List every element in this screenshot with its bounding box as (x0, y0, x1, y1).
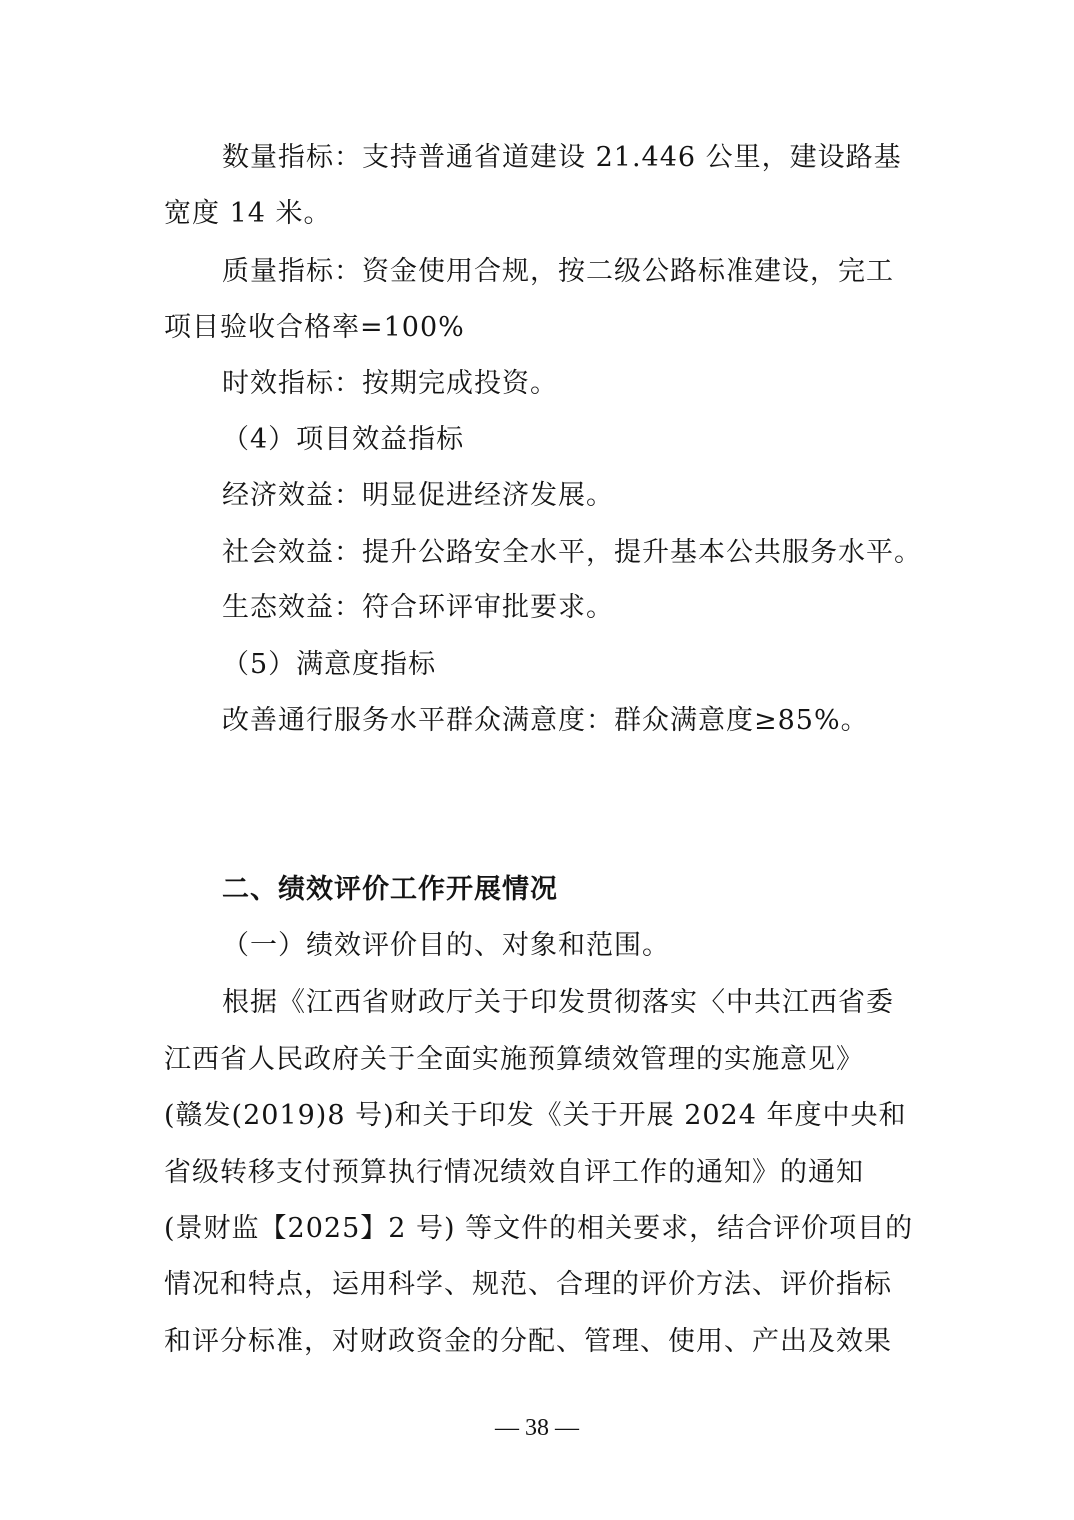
subsection-heading-purpose: （一）绩效评价目的、对象和范围。 (222, 930, 670, 961)
paragraph-line-1: 根据《江西省财政厅关于印发贯彻落实〈中共江西省委 (222, 987, 894, 1018)
quality-indicator-line-2: 项目验收合格率=100% (164, 312, 465, 343)
timeliness-indicator: 时效指标：按期完成投资。 (222, 368, 558, 399)
paragraph-line-4: 省级转移支付预算执行情况绩效自评工作的通知》的通知 (164, 1157, 864, 1188)
economic-benefit: 经济效益：明显促进经济发展。 (222, 480, 614, 511)
quantity-indicator-line-2: 宽度 14 米。 (164, 198, 332, 229)
social-benefit: 社会效益：提升公路安全水平，提升基本公共服务水平。 (222, 537, 922, 568)
paragraph-line-7: 和评分标准，对财政资金的分配、管理、使用、产出及效果 (164, 1326, 892, 1357)
section-heading-satisfaction-indicators: （5）满意度指标 (222, 649, 437, 680)
quality-indicator-line-1: 质量指标：资金使用合规，按二级公路标准建设，完工 (222, 256, 894, 287)
page-number: — 38 — (495, 1415, 579, 1441)
section-heading-benefit-indicators: （4）项目效益指标 (222, 424, 465, 455)
satisfaction-indicator: 改善通行服务水平群众满意度：群众满意度≥85%。 (222, 705, 869, 736)
paragraph-line-5: (景财监【2025】2 号) 等文件的相关要求，结合评价项目的 (164, 1213, 914, 1244)
paragraph-line-3: (赣发(2019)8 号)和关于印发《关于开展 2024 年度中央和 (164, 1100, 907, 1131)
chapter-heading-evaluation: 二、绩效评价工作开展情况 (222, 874, 558, 905)
paragraph-line-2: 江西省人民政府关于全面实施预算绩效管理的实施意见》 (164, 1044, 864, 1075)
ecological-benefit: 生态效益：符合环评审批要求。 (222, 592, 614, 623)
paragraph-line-6: 情况和特点，运用科学、规范、合理的评价方法、评价指标 (164, 1269, 892, 1300)
quantity-indicator-line-1: 数量指标：支持普通省道建设 21.446 公里，建设路基 (222, 142, 902, 173)
